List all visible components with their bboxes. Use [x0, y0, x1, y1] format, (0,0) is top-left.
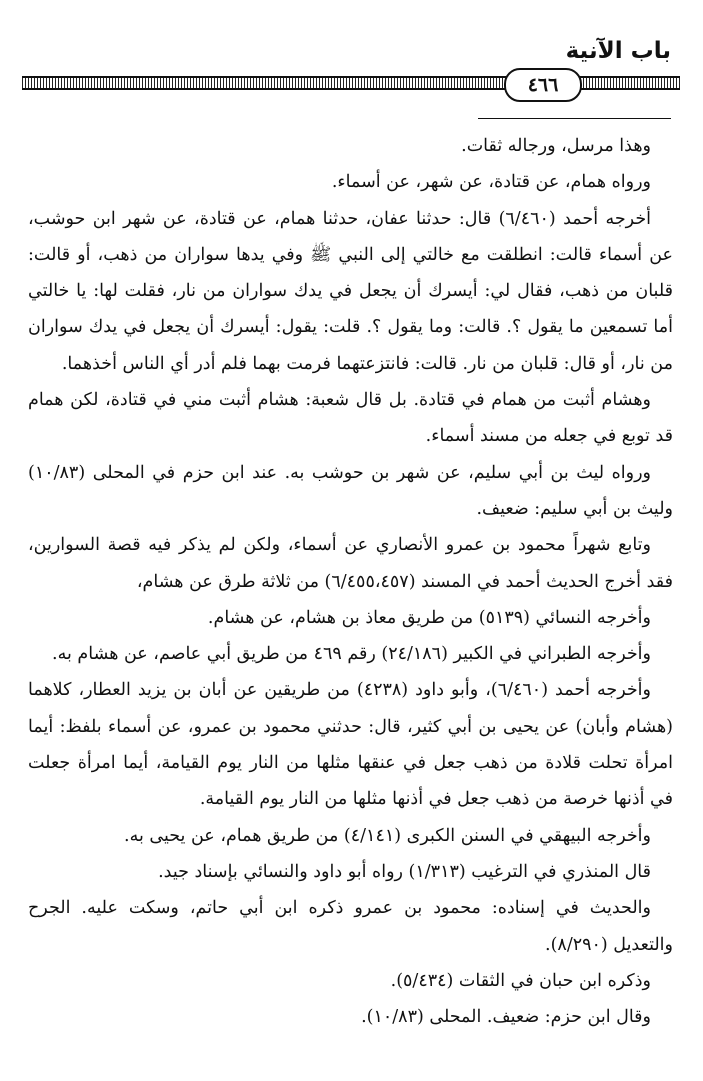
chapter-title: باب الآنية: [565, 38, 671, 64]
page-number: ٤٦٦: [504, 68, 582, 102]
paragraph: وتابع شهراً محمود بن عمرو الأنصاري عن أسماء، ولكن لم يذكر فيه قصة السوارين، فقد أخرج الحديث أحمد في المسند (٦/٤٥٥،٤٥٧) من ثلاثة طرق عن هشام،: [28, 535, 673, 592]
body-text: [28, 128, 673, 1035]
paragraph: وأخرجه الطبراني في الكبير (٢٤/١٨٦) رقم ٤٦٩ من طريق أبي عاصم، عن هشام به.: [52, 644, 651, 665]
paragraph: وهشام أثبت من همام في قتادة. بل قال شعبة: هشام أثبت مني في قتادة، لكن همام قد توبع في جعله من مسند أسماء.: [28, 390, 673, 447]
paragraph: وأخرجه البيهقي في السنن الكبرى (٤/١٤١) من طريق همام، عن يحيى به.: [124, 825, 651, 846]
paragraph: قال المنذري في الترغيب (١/٣١٣) رواه أبو داود والنسائي بإسناد جيد.: [158, 861, 651, 882]
paragraph: وذكره ابن حبان في الثقات (٥/٤٣٤).: [390, 970, 651, 991]
paragraph: وقال ابن حزم: ضعيف. المحلى (١٠/٨٣).: [361, 1007, 651, 1028]
paragraph: وأخرجه أحمد (٦/٤٦٠)، وأبو داود (٤٢٣٨) من طريقين عن أبان بن يزيد العطار، كلاهما (هشام وأبان) عن يحيى بن أبي كثير، قال: حدثني محمود بن عمرو، عن أسماء بلفظ: أيما امرأة تحلت قلادة من ذهب جعل في عنقها مثلها من النار يوم القيامة، أيما امرأة جعلت في أذنها خرصة من ذهب جعل في أذنها مثلها من النار يوم القيامة.: [28, 680, 673, 810]
paragraph: أخرجه أحمد (٦/٤٦٠) قال: حدثنا عفان، حدثنا همام، عن قتادة، عن شهر ابن حوشب، عن أسماء قالت: انطلقت مع خالتي إلى النبي ﷺ وفي يدها سواران من ذهب، أو قالت: قلبان من ذهب، فقال لي: أيسرك أن يجعل في يدك سواران من نار، فقلت لها: يا خالتي أما تسمعين ما يقول ؟. قالت: وما يقول ؟. قلت: يقول: أيسرك أن يجعل في يدك سواران من نار، أو قال: قلبان من نار. قالت: فانتزعتهما فرمت بهما فلم أدر أي الناس أخذهما.: [28, 208, 673, 374]
paragraph: والحديث في إسناده: محمود بن عمرو ذكره ابن أبي حاتم، وسكت عليه. الجرح والتعديل (٨/٢٩٠).: [28, 898, 673, 955]
paragraph: ورواه همام، عن قتادة، عن شهر، عن أسماء.: [331, 172, 651, 193]
page-header: [0, 0, 703, 110]
paragraph: وأخرجه النسائي (٥١٣٩) من طريق معاذ بن هشام، عن هشام.: [207, 607, 651, 628]
paragraph: ورواه ليث بن أبي سليم، عن شهر بن حوشب به. عند ابن حزم في المحلى (١٠/٨٣) وليث بن أبي سليم: ضعيف.: [28, 462, 673, 519]
header-short-rule: [478, 118, 671, 119]
paragraph: وهذا مرسل، ورجاله ثقات.: [461, 136, 651, 156]
